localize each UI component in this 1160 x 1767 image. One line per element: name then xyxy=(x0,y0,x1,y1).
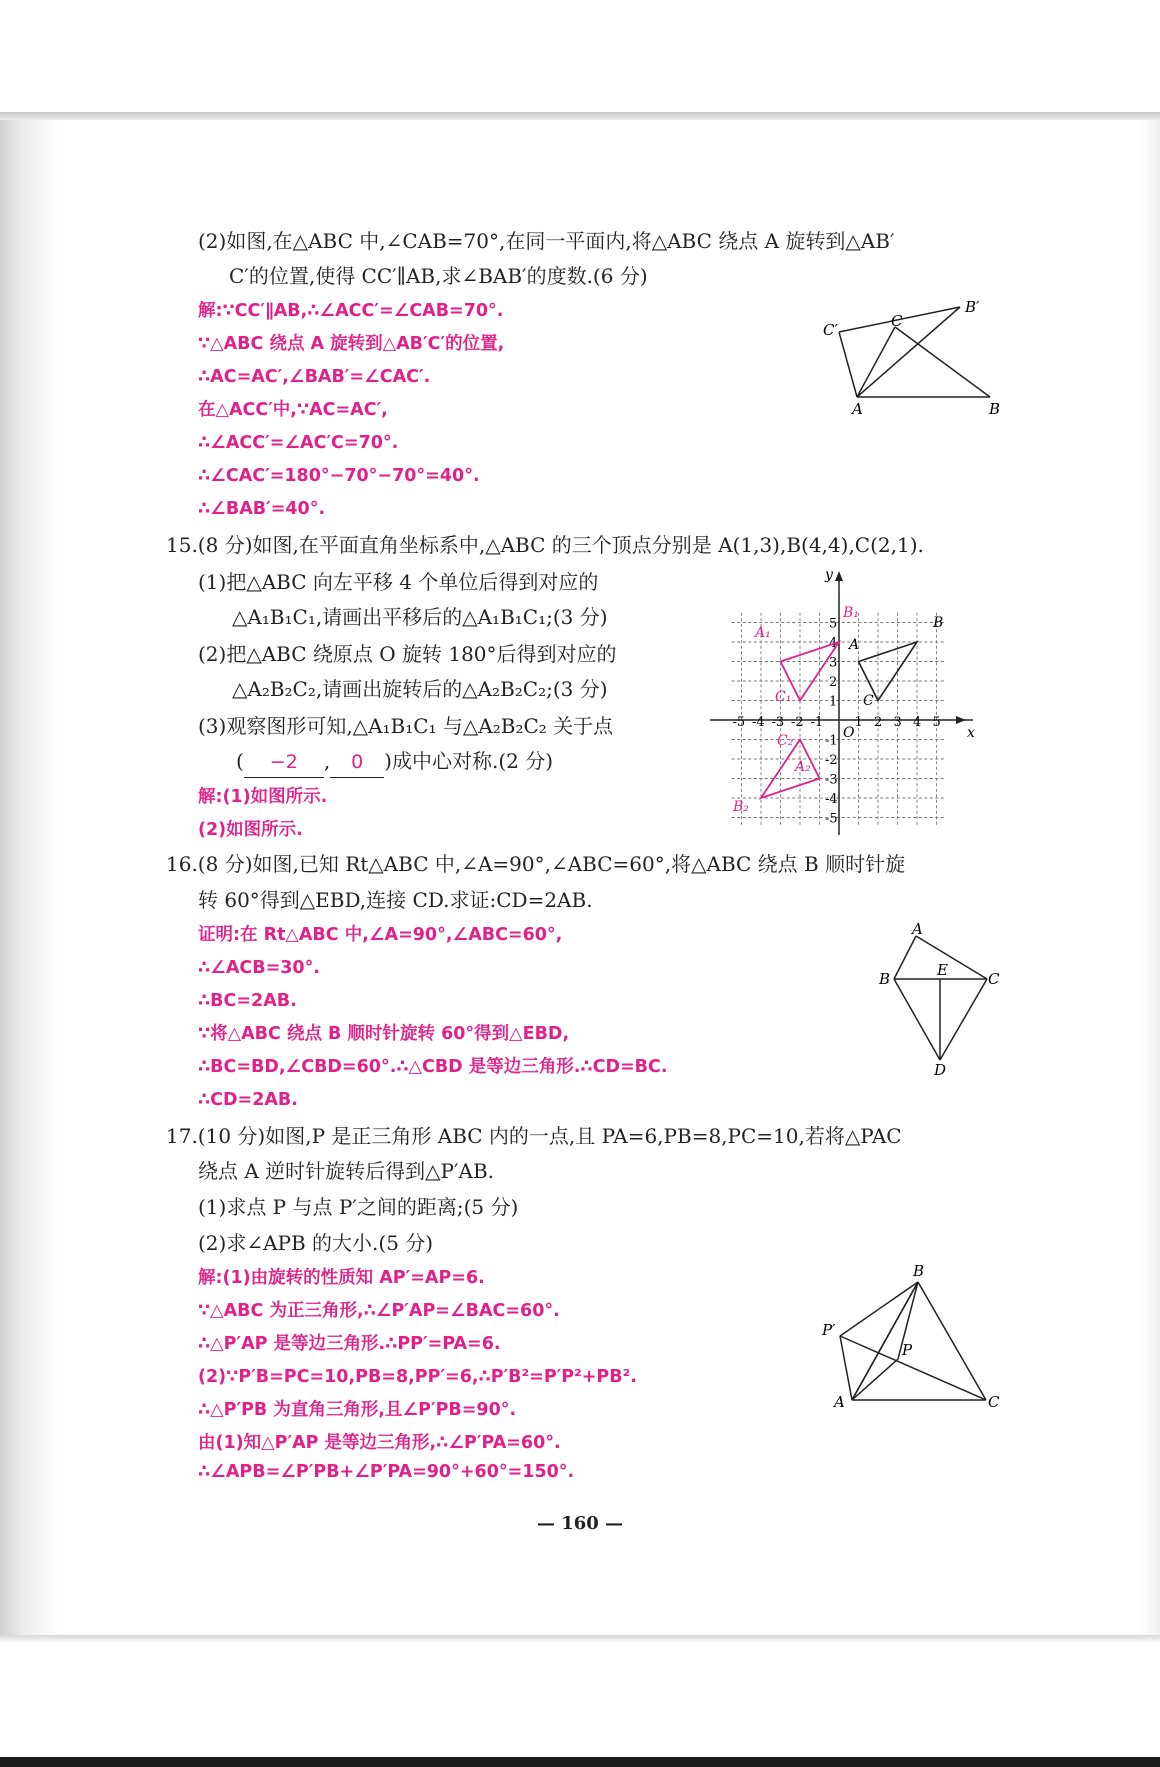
y-tick-label: 1 xyxy=(829,694,838,710)
q17-solution-1: 解:(1)由旋转的性质知 AP′=AP=6. xyxy=(198,1268,485,1288)
q15-part1-b: △A₁B₁C₁,请画出平移后的△A₁B₁C₁;(3 分) xyxy=(232,605,608,629)
q15-part3-a: (3)观察图形可知,△A₁B₁C₁ 与△A₂B₂C₂ 关于点 xyxy=(198,714,614,738)
y-tick-label: 5 xyxy=(829,616,838,632)
label-c: C xyxy=(891,312,903,330)
x-tick-label: 3 xyxy=(893,715,902,730)
page-number: — 160 — xyxy=(536,1513,624,1534)
q17-part1: (1)求点 P 与点 P′之间的距离;(5 分) xyxy=(198,1195,519,1219)
q14-2-solution-1: 解:∵CC′∥AB,∴∠ACC′=∠CAB=70°. xyxy=(198,301,504,321)
q16-label-d: D xyxy=(934,1061,947,1079)
y-tick-label: 4 xyxy=(829,636,838,651)
y-tick-label: -2 xyxy=(825,753,838,768)
q16-solution-6: ∴CD=2AB. xyxy=(198,1090,298,1110)
q15-part2-a: (2)把△ABC 绕原点 O 旋转 180°后得到对应的 xyxy=(198,642,617,666)
q14-2-solution-6: ∴∠CAC′=180°−70°−70°=40°. xyxy=(198,466,480,486)
x-tick-label: -5 xyxy=(732,715,746,730)
grid-label-b2: B₂ xyxy=(733,799,749,815)
q15-part1-a: (1)把△ABC 向左平移 4 个单位后得到对应的 xyxy=(198,570,599,594)
x-tick-label: -4 xyxy=(752,715,765,730)
grid-label-b1: B₁ xyxy=(843,605,859,621)
origin-label: O xyxy=(843,725,855,741)
triangle-abc xyxy=(859,642,918,701)
x-tick-label: 4 xyxy=(913,715,922,730)
y-tick-label: -4 xyxy=(825,792,838,807)
q15-part3-close: )成中心对称.(2 分) xyxy=(384,749,554,773)
q14-2-solution-5: ∴∠ACC′=∠AC′C=70°. xyxy=(198,433,399,453)
q17-solution-4: (2)∵P′B=PC=10,PB=8,PP′=6,∴P′B²=P′P²+PB². xyxy=(198,1367,637,1387)
grid-label-c: C xyxy=(863,693,874,709)
q17-solution-7: ∴∠APB=∠P′PB+∠P′PA=90°+60°=150°. xyxy=(198,1462,575,1482)
y-tick-label: -3 xyxy=(825,772,838,788)
q17-stem-1: 17.(10 分)如图,P 是正三角形 ABC 内的一点,且 PA=6,PB=8,PC=10,若将△PAC xyxy=(166,1124,902,1148)
q14-2-text-2: C′的位置,使得 CC′∥AB,求∠BAB′的度数.(6 分) xyxy=(229,264,648,288)
q15-solution-2: (2)如图所示. xyxy=(198,820,303,840)
x-axis-label: x xyxy=(967,725,975,741)
q14-2-figure xyxy=(815,295,1015,420)
q16-figure xyxy=(875,920,1005,1080)
y-axis-label: y xyxy=(825,567,833,583)
x-tick-label: 1 xyxy=(854,715,863,730)
q17-solution-2: ∵△ABC 为正三角形,∴∠P′AP=∠BAC=60°. xyxy=(198,1301,560,1321)
q17-stem-2: 绕点 A 逆时针旋转后得到△P′AB. xyxy=(198,1159,495,1183)
q14-2-text-1: (2)如图,在△ABC 中,∠CAB=70°,在同一平面内,将△ABC 绕点 A 旋转到△AB′ xyxy=(198,229,895,253)
q14-2-solution-2: ∵△ABC 绕点 A 旋转到△AB′C′的位置, xyxy=(198,334,505,354)
q16-label-e: E xyxy=(937,961,948,979)
q17-part2: (2)求∠APB 的大小.(5 分) xyxy=(198,1231,434,1255)
x-tick-label: -3 xyxy=(771,715,785,730)
grid-label-c1: C₁ xyxy=(775,689,792,705)
q17-figure xyxy=(820,1262,1010,1422)
grid-label-c2: C₂ xyxy=(777,733,794,749)
label-b-prime: B′ xyxy=(965,298,980,316)
q15-part2-b: △A₂B₂C₂,请画出旋转后的△A₂B₂C₂;(3 分) xyxy=(232,677,608,701)
q14-2-solution-4: 在△ACC′中,∵AC=AC′, xyxy=(198,400,388,420)
q16-label-a: A xyxy=(912,920,923,938)
q14-2-solution-7: ∴∠BAB′=40°. xyxy=(198,499,326,519)
q15-part3-b xyxy=(236,746,553,778)
q17-label-a: A xyxy=(834,1393,845,1411)
q17-label-p: P xyxy=(902,1341,913,1359)
q17-label-p-prime: P′ xyxy=(822,1321,836,1339)
q15-part3-comma: , xyxy=(323,749,331,773)
q16-solution-2: ∴∠ACB=30°. xyxy=(198,958,321,978)
q17-solution-5: ∴△P′PB 为直角三角形,且∠P′PB=90°. xyxy=(198,1400,517,1420)
q16-stem-2: 转 60°得到△EBD,连接 CD.求证:CD=2AB. xyxy=(198,888,593,912)
grid-label-a1: A₁ xyxy=(755,625,771,641)
q15-stem: 15.(8 分)如图,在平面直角坐标系中,△ABC 的三个顶点分别是 A(1,3),B(4,4),C(2,1). xyxy=(166,533,924,557)
q15-blank-2: 0 xyxy=(330,747,384,778)
x-tick-label: 5 xyxy=(932,715,941,730)
q15-coordinate-grid xyxy=(705,565,985,840)
q16-label-c: C xyxy=(988,970,1000,988)
y-tick-label: -1 xyxy=(825,733,838,749)
x-tick-label: -1 xyxy=(810,715,824,730)
q16-solution-5: ∴BC=BD,∠CBD=60°.∴△CBD 是等边三角形.∴CD=BC. xyxy=(198,1057,668,1077)
y-tick-label: -5 xyxy=(825,811,838,827)
q17-solution-6: 由(1)知△P′AP 是等边三角形,∴∠P′PA=60°. xyxy=(198,1433,561,1453)
q17-label-c: C xyxy=(988,1393,1000,1411)
q15-part3-open: ( xyxy=(236,749,244,773)
grid-label-a2: A₂ xyxy=(795,759,811,775)
q15-solution-1: 解:(1)如图所示. xyxy=(198,787,328,807)
label-b: B xyxy=(989,400,1001,418)
q16-solution-3: ∴BC=2AB. xyxy=(198,991,297,1011)
grid-label-b: B xyxy=(933,615,944,631)
label-a: A xyxy=(852,400,863,418)
y-tick-label: 2 xyxy=(829,675,838,690)
q16-label-b: B xyxy=(879,970,891,988)
q16-stem-1: 16.(8 分)如图,已知 Rt△ABC 中,∠A=90°,∠ABC=60°,将△ABC 绕点 B 顺时针旋 xyxy=(166,852,906,876)
bottom-bar xyxy=(0,1757,1160,1767)
q17-label-b: B xyxy=(913,1262,925,1280)
y-tick-label: 3 xyxy=(829,655,838,671)
q15-blank-1: −2 xyxy=(244,747,324,778)
x-tick-label: 2 xyxy=(874,715,883,730)
q16-solution-1: 证明:在 Rt△ABC 中,∠A=90°,∠ABC=60°, xyxy=(198,925,563,945)
grid-label-a: A xyxy=(849,637,860,653)
page-bottom-edge xyxy=(0,1635,1160,1643)
label-c-prime: C′ xyxy=(823,321,838,339)
x-tick-label: -2 xyxy=(791,715,804,730)
q14-2-solution-3: ∴AC=AC′,∠BAB′=∠CAC′. xyxy=(198,367,431,387)
q17-solution-3: ∴△P′AP 是等边三角形.∴PP′=PA=6. xyxy=(198,1334,501,1354)
q16-solution-4: ∵将△ABC 绕点 B 顺时针旋转 60°得到△EBD, xyxy=(198,1024,570,1044)
